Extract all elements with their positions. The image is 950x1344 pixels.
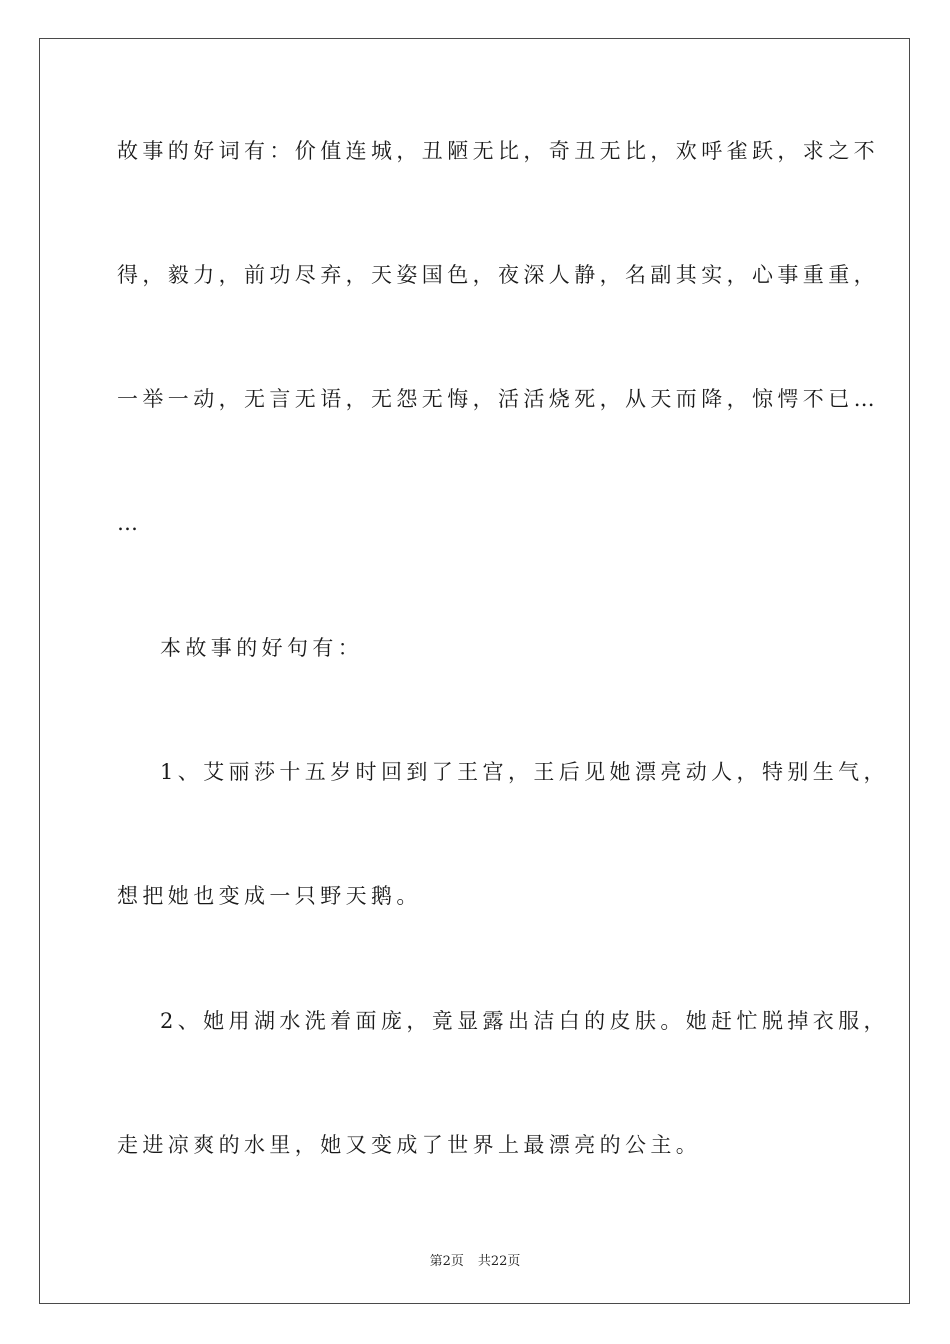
text-line-3: 一举一动，无言无语，无怨无悔，活活烧死，从天而降，惊愕不已…: [117, 387, 879, 411]
total-pages-label: 共22页: [477, 1254, 521, 1269]
text-line-4: …: [117, 511, 143, 535]
sentence-1-line-1: 1、艾丽莎十五岁时回到了王宫，王后见她漂亮动人，特别生气，: [160, 760, 889, 784]
sentence-2-line-2: 走进凉爽的水里，她又变成了世界上最漂亮的公主。: [117, 1133, 702, 1157]
page-border: [39, 38, 910, 1304]
page-footer: [0, 1250, 950, 1269]
current-page-label: 第2页: [429, 1254, 464, 1269]
section-heading-good-sentences: 本故事的好句有：: [160, 636, 364, 660]
text-line-2: 得，毅力，前功尽弃，天姿国色，夜深人静，名副其实，心事重重，: [117, 263, 879, 287]
text-line-1: 故事的好词有：价值连城，丑陋无比，奇丑无比，欢呼雀跃，求之不: [117, 139, 879, 163]
sentence-2-line-1: 2、她用湖水洗着面庞，竟显露出洁白的皮肤。她赶忙脱掉衣服，: [160, 1009, 889, 1033]
sentence-1-line-2: 想把她也变成一只野天鹅。: [117, 884, 422, 908]
